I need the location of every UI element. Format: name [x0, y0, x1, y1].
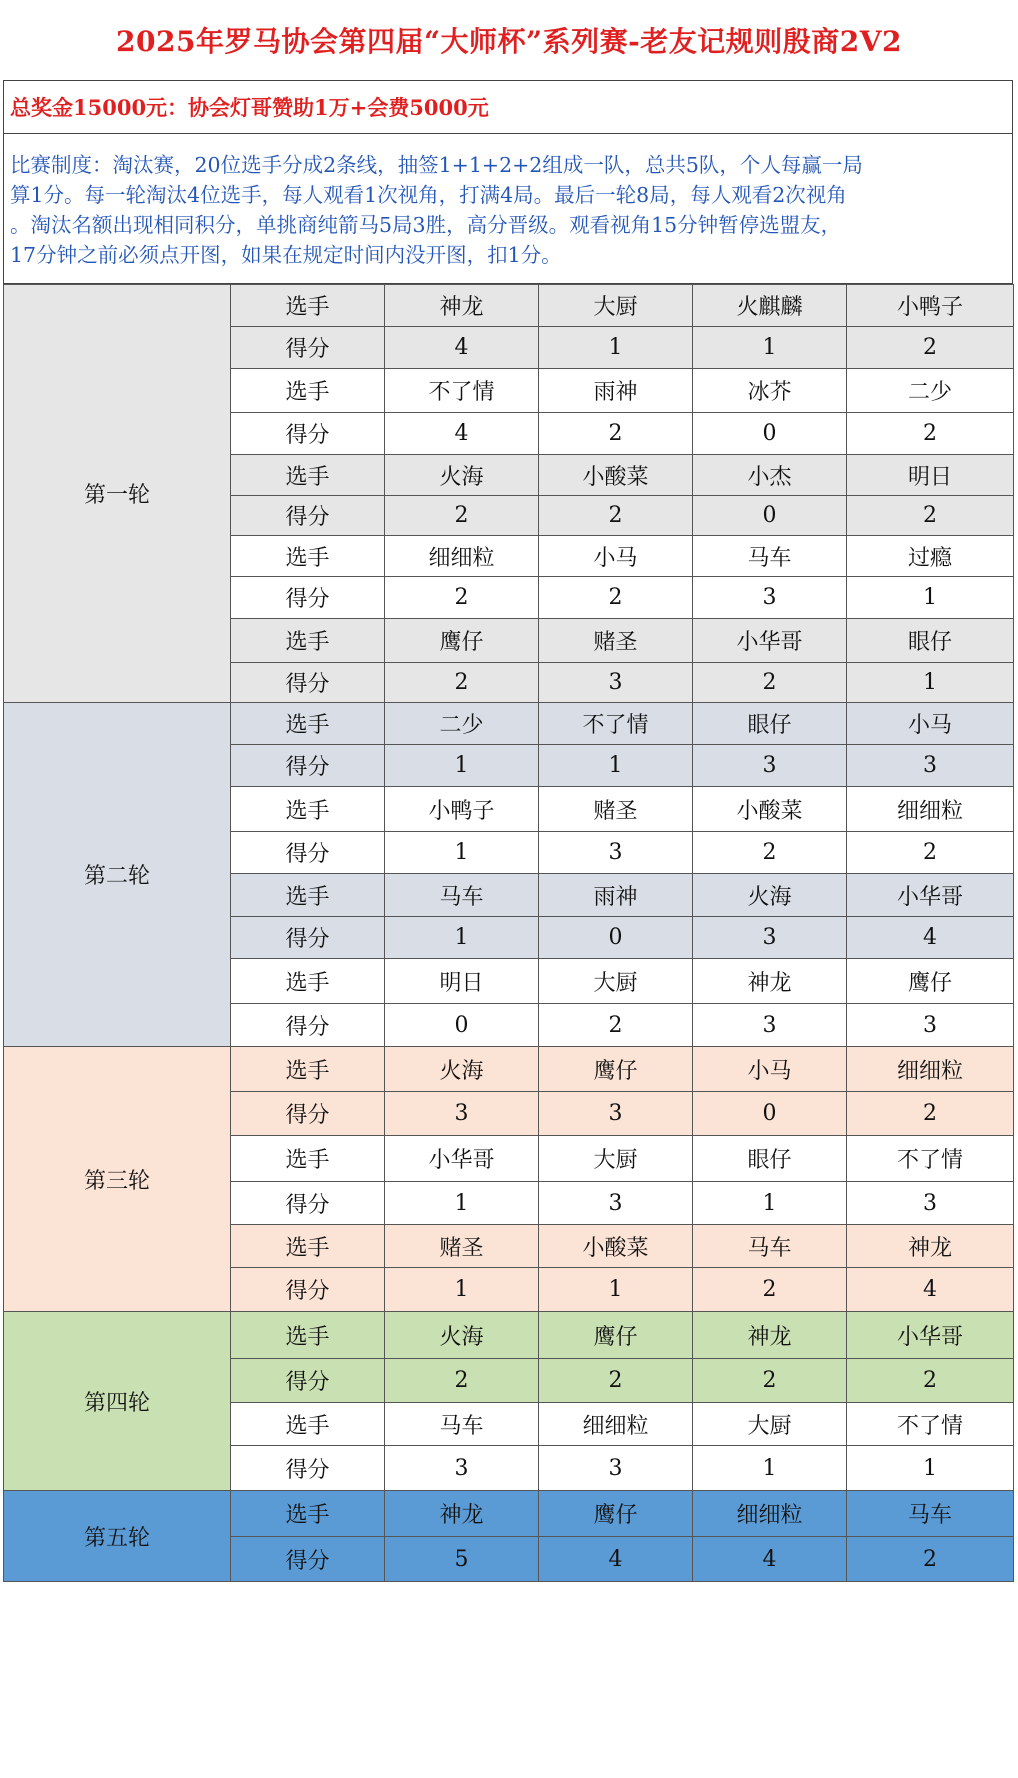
- player-name-cell: 小酸菜: [693, 787, 847, 832]
- score-label: 得分: [231, 1537, 385, 1582]
- player-name-cell: 二少: [385, 703, 539, 745]
- player-name-cell: 赌圣: [539, 619, 693, 663]
- player-name-cell: 不了情: [847, 1403, 1014, 1446]
- player-label: 选手: [231, 1225, 385, 1268]
- player-name-cell: 小酸菜: [539, 455, 693, 496]
- rules-line: 比赛制度：淘汰赛，20位选手分成2条线，抽签1+1+2+2组成一队，总共5队，个人每赢一局: [10, 153, 863, 177]
- player-name-cell: 过瘾: [847, 536, 1014, 577]
- rules-line: 。淘汰名额出现相同积分，单挑商纯箭马5局3胜，高分晋级。观看视角15分钟暂停选盟友，: [10, 213, 842, 237]
- score-cell: 2: [847, 327, 1014, 369]
- player-name-cell: 马车: [693, 536, 847, 577]
- player-row: [4, 1312, 1014, 1359]
- score-cell: 1: [539, 745, 693, 787]
- player-name-cell: 马车: [693, 1225, 847, 1268]
- player-name-cell: 小鸭子: [847, 285, 1014, 327]
- round-label: 第一轮: [4, 285, 231, 703]
- player-name-cell: 马车: [385, 874, 539, 917]
- player-label: 选手: [231, 1136, 385, 1182]
- round-block: [4, 1312, 1014, 1491]
- score-cell: 3: [539, 663, 693, 703]
- score-cell: 1: [385, 1182, 539, 1225]
- score-cell: 1: [385, 917, 539, 959]
- prize-banner: 总奖金15000元：协会灯哥赞助1万+会费5000元: [3, 80, 1013, 134]
- rules-line: 17分钟之前必须点开图，如果在规定时间内没开图，扣1分。: [10, 243, 562, 267]
- player-name-cell: 大厨: [693, 1403, 847, 1446]
- player-label: 选手: [231, 959, 385, 1004]
- score-cell: 2: [385, 663, 539, 703]
- score-cell: 1: [847, 577, 1014, 619]
- player-label: 选手: [231, 619, 385, 663]
- score-cell: 2: [847, 496, 1014, 536]
- score-cell: 0: [693, 496, 847, 536]
- player-name-cell: 冰芥: [693, 369, 847, 413]
- player-name-cell: 明日: [385, 959, 539, 1004]
- score-cell: 3: [693, 577, 847, 619]
- score-label: 得分: [231, 327, 385, 369]
- player-name-cell: 明日: [847, 455, 1014, 496]
- player-name-cell: 小酸菜: [539, 1225, 693, 1268]
- score-cell: 2: [847, 413, 1014, 455]
- player-name-cell: 神龙: [385, 1491, 539, 1537]
- score-cell: 1: [385, 832, 539, 874]
- player-name-cell: 鹰仔: [539, 1312, 693, 1359]
- player-name-cell: 小鸭子: [385, 787, 539, 832]
- score-cell: 3: [539, 1446, 693, 1491]
- score-cell: 3: [385, 1092, 539, 1136]
- score-cell: 2: [539, 496, 693, 536]
- player-name-cell: 细细粒: [847, 787, 1014, 832]
- player-name-cell: 细细粒: [385, 536, 539, 577]
- score-cell: 2: [847, 1359, 1014, 1403]
- round-label: 第五轮: [4, 1491, 231, 1582]
- score-cell: 1: [847, 663, 1014, 703]
- score-cell: 1: [539, 327, 693, 369]
- results-table: [3, 284, 1014, 1582]
- score-cell: 3: [693, 917, 847, 959]
- score-cell: 2: [539, 577, 693, 619]
- score-cell: 3: [539, 1092, 693, 1136]
- rules-line: 算1分。每一轮淘汰4位选手，每人观看1次视角，打满4局。最后一轮8局，每人观看2次视角: [10, 183, 847, 207]
- round-block: [4, 1491, 1014, 1582]
- player-name-cell: 鹰仔: [385, 619, 539, 663]
- player-label: 选手: [231, 536, 385, 577]
- score-cell: 2: [385, 496, 539, 536]
- player-name-cell: 大厨: [539, 1136, 693, 1182]
- round-block: [4, 1047, 1014, 1312]
- player-row: [4, 703, 1014, 745]
- score-cell: 3: [693, 1004, 847, 1047]
- round-block: [4, 703, 1014, 1047]
- player-name-cell: 眼仔: [693, 1136, 847, 1182]
- score-cell: 4: [385, 413, 539, 455]
- score-cell: 4: [385, 327, 539, 369]
- player-label: 选手: [231, 703, 385, 745]
- player-label: 选手: [231, 1491, 385, 1537]
- score-cell: 1: [847, 1446, 1014, 1491]
- score-cell: 2: [847, 832, 1014, 874]
- player-name-cell: 细细粒: [539, 1403, 693, 1446]
- score-cell: 1: [539, 1268, 693, 1312]
- player-label: 选手: [231, 787, 385, 832]
- player-name-cell: 不了情: [539, 703, 693, 745]
- rules-box: [3, 134, 1013, 284]
- player-name-cell: 火海: [385, 455, 539, 496]
- player-name-cell: 神龙: [847, 1225, 1014, 1268]
- score-cell: 2: [847, 1537, 1014, 1582]
- score-cell: 3: [385, 1446, 539, 1491]
- player-name-cell: 火海: [693, 874, 847, 917]
- player-name-cell: 神龙: [385, 285, 539, 327]
- score-cell: 3: [539, 832, 693, 874]
- score-label: 得分: [231, 413, 385, 455]
- player-label: 选手: [231, 874, 385, 917]
- player-name-cell: 赌圣: [385, 1225, 539, 1268]
- player-name-cell: 小马: [539, 536, 693, 577]
- player-name-cell: 小马: [693, 1047, 847, 1092]
- player-name-cell: 马车: [847, 1491, 1014, 1537]
- player-name-cell: 雨神: [539, 874, 693, 917]
- score-cell: 4: [539, 1537, 693, 1582]
- player-name-cell: 小华哥: [847, 1312, 1014, 1359]
- score-label: 得分: [231, 745, 385, 787]
- score-cell: 3: [539, 1182, 693, 1225]
- score-cell: 2: [539, 1359, 693, 1403]
- score-cell: 1: [693, 1182, 847, 1225]
- score-label: 得分: [231, 917, 385, 959]
- score-label: 得分: [231, 832, 385, 874]
- player-label: 选手: [231, 1312, 385, 1359]
- score-cell: 2: [693, 1359, 847, 1403]
- score-cell: 0: [693, 1092, 847, 1136]
- score-cell: 0: [385, 1004, 539, 1047]
- score-cell: 4: [693, 1537, 847, 1582]
- player-name-cell: 鹰仔: [847, 959, 1014, 1004]
- player-label: 选手: [231, 1047, 385, 1092]
- round-label: 第三轮: [4, 1047, 231, 1312]
- score-cell: 1: [693, 1446, 847, 1491]
- player-name-cell: 不了情: [847, 1136, 1014, 1182]
- player-name-cell: 大厨: [539, 959, 693, 1004]
- score-cell: 3: [847, 1004, 1014, 1047]
- score-label: 得分: [231, 1446, 385, 1491]
- player-row: [4, 1491, 1014, 1537]
- player-name-cell: 小华哥: [847, 874, 1014, 917]
- player-name-cell: 鹰仔: [539, 1047, 693, 1092]
- player-name-cell: 小马: [847, 703, 1014, 745]
- score-label: 得分: [231, 577, 385, 619]
- player-row: [4, 1047, 1014, 1092]
- score-cell: 3: [693, 745, 847, 787]
- player-name-cell: 二少: [847, 369, 1014, 413]
- player-name-cell: 马车: [385, 1403, 539, 1446]
- score-label: 得分: [231, 1004, 385, 1047]
- player-row: [4, 285, 1014, 327]
- player-name-cell: 火海: [385, 1047, 539, 1092]
- player-name-cell: 小华哥: [385, 1136, 539, 1182]
- score-label: 得分: [231, 663, 385, 703]
- score-label: 得分: [231, 1182, 385, 1225]
- player-name-cell: 大厨: [539, 285, 693, 327]
- round-label: 第四轮: [4, 1312, 231, 1491]
- player-name-cell: 神龙: [693, 1312, 847, 1359]
- player-name-cell: 鹰仔: [539, 1491, 693, 1537]
- player-name-cell: 小杰: [693, 455, 847, 496]
- page-title: 2025年罗马协会第四届“大师杯”系列赛-老友记规则殷商2V2: [116, 25, 902, 58]
- round-block: [4, 285, 1014, 703]
- score-cell: 2: [847, 1092, 1014, 1136]
- player-name-cell: 不了情: [385, 369, 539, 413]
- player-name-cell: 小华哥: [693, 619, 847, 663]
- score-label: 得分: [231, 1359, 385, 1403]
- score-label: 得分: [231, 1092, 385, 1136]
- score-cell: 3: [847, 1182, 1014, 1225]
- score-cell: 0: [693, 413, 847, 455]
- player-label: 选手: [231, 1403, 385, 1446]
- score-cell: 2: [693, 663, 847, 703]
- player-name-cell: 眼仔: [847, 619, 1014, 663]
- score-cell: 5: [385, 1537, 539, 1582]
- score-cell: 0: [539, 917, 693, 959]
- score-label: 得分: [231, 1268, 385, 1312]
- score-cell: 2: [693, 832, 847, 874]
- score-cell: 4: [847, 917, 1014, 959]
- player-name-cell: 火海: [385, 1312, 539, 1359]
- player-name-cell: 细细粒: [847, 1047, 1014, 1092]
- player-label: 选手: [231, 369, 385, 413]
- score-cell: 4: [847, 1268, 1014, 1312]
- player-name-cell: 赌圣: [539, 787, 693, 832]
- score-cell: 2: [385, 577, 539, 619]
- player-label: 选手: [231, 455, 385, 496]
- player-name-cell: 神龙: [693, 959, 847, 1004]
- player-name-cell: 细细粒: [693, 1491, 847, 1537]
- score-label: 得分: [231, 496, 385, 536]
- score-cell: 3: [847, 745, 1014, 787]
- player-label: 选手: [231, 285, 385, 327]
- round-label: 第二轮: [4, 703, 231, 1047]
- score-cell: 2: [539, 1004, 693, 1047]
- score-cell: 2: [539, 413, 693, 455]
- player-name-cell: 眼仔: [693, 703, 847, 745]
- score-cell: 1: [385, 745, 539, 787]
- score-cell: 1: [385, 1268, 539, 1312]
- player-name-cell: 火麒麟: [693, 285, 847, 327]
- score-cell: 2: [385, 1359, 539, 1403]
- score-cell: 2: [693, 1268, 847, 1312]
- player-name-cell: 雨神: [539, 369, 693, 413]
- score-cell: 1: [693, 327, 847, 369]
